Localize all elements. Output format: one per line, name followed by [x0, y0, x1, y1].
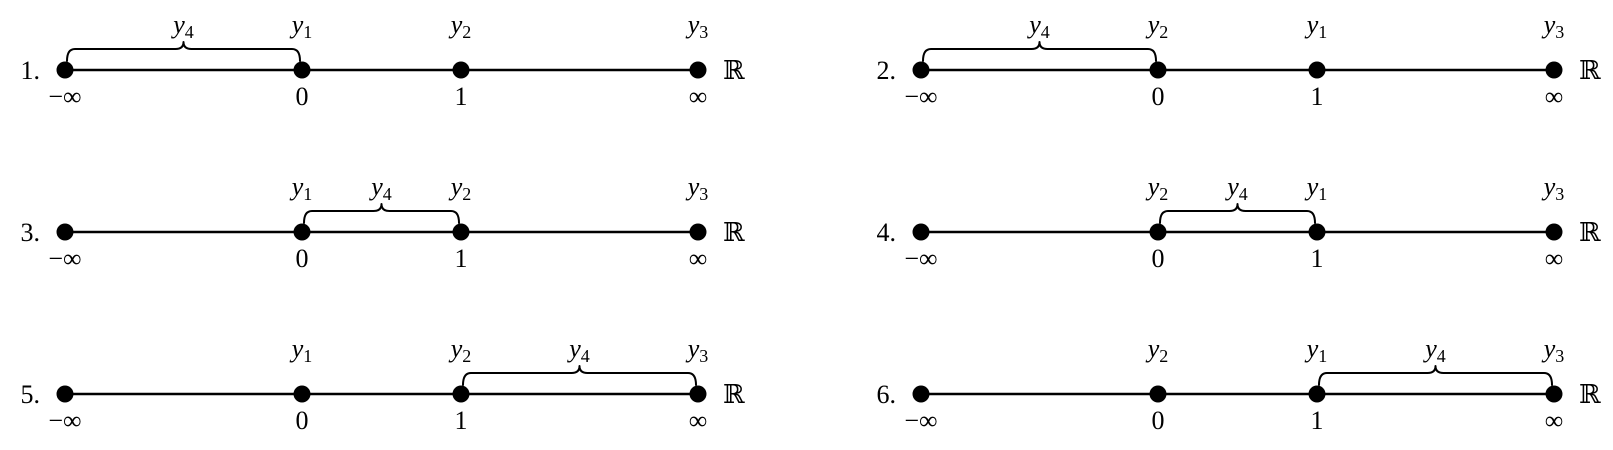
- interval-brace: [1319, 366, 1552, 385]
- point-label-pos-inf: ∞: [1544, 82, 1564, 111]
- point-label-one: 1: [1310, 244, 1324, 273]
- variable-label-y4: y4: [371, 172, 392, 204]
- variable-label-y2: y2: [1147, 172, 1169, 204]
- point-label-zero: 0: [1151, 244, 1165, 273]
- point-label-neg-inf: −∞: [904, 244, 938, 273]
- variable-label-y4: y4: [1029, 10, 1050, 42]
- variable-label-y3: y3: [1543, 10, 1565, 42]
- configuration-number: 2.: [876, 56, 896, 85]
- point-label-zero: 0: [1151, 82, 1165, 111]
- point-label-zero: 0: [295, 82, 309, 111]
- interval-brace: [923, 42, 1156, 61]
- point-label-pos-inf: ∞: [688, 82, 708, 111]
- variable-label-y1: y1: [1306, 172, 1328, 204]
- configuration-number: 1.: [20, 56, 40, 85]
- point-one: [1309, 62, 1326, 79]
- variable-label-y2: y2: [1147, 10, 1169, 42]
- point-label-pos-inf: ∞: [688, 244, 708, 273]
- point-neg-inf: [57, 386, 74, 403]
- point-label-one: 1: [454, 406, 468, 435]
- point-label-neg-inf: −∞: [48, 406, 82, 435]
- point-label-zero: 0: [295, 406, 309, 435]
- point-zero: [294, 62, 311, 79]
- variable-label-y2: y2: [450, 334, 472, 366]
- variable-label-y1: y1: [291, 172, 313, 204]
- real-numbers-symbol: ℝ: [723, 218, 745, 248]
- point-pos-inf: [1546, 386, 1563, 403]
- variable-label-y3: y3: [687, 334, 709, 366]
- variable-label-y3: y3: [1543, 334, 1565, 366]
- point-label-pos-inf: ∞: [688, 406, 708, 435]
- variable-label-y3: y3: [687, 10, 709, 42]
- point-label-neg-inf: −∞: [48, 82, 82, 111]
- real-numbers-symbol: ℝ: [723, 380, 745, 410]
- point-pos-inf: [690, 386, 707, 403]
- variable-label-y2: y2: [450, 10, 472, 42]
- variable-label-y1: y1: [1306, 334, 1328, 366]
- point-label-neg-inf: −∞: [48, 244, 82, 273]
- interval-brace: [304, 204, 459, 223]
- point-label-one: 1: [454, 82, 468, 111]
- variable-label-y2: y2: [450, 172, 472, 204]
- configuration-number: 5.: [20, 380, 40, 409]
- point-label-one: 1: [1310, 82, 1324, 111]
- configuration-5: [21, 334, 746, 435]
- variable-label-y4: y4: [173, 10, 194, 42]
- real-numbers-symbol: ℝ: [1579, 56, 1601, 86]
- configuration-number: 6.: [876, 380, 896, 409]
- point-label-one: 1: [1310, 406, 1324, 435]
- variable-label-y3: y3: [687, 172, 709, 204]
- configuration-3: [21, 172, 746, 273]
- point-pos-inf: [1546, 224, 1563, 241]
- point-label-pos-inf: ∞: [1544, 244, 1564, 273]
- point-one: [1309, 386, 1326, 403]
- configuration-number: 3.: [20, 218, 40, 247]
- variable-label-y4: y4: [1425, 334, 1446, 366]
- point-neg-inf: [57, 62, 74, 79]
- configuration-2: [877, 10, 1602, 111]
- point-one: [453, 62, 470, 79]
- point-pos-inf: [1546, 62, 1563, 79]
- point-zero: [1150, 62, 1167, 79]
- real-numbers-symbol: ℝ: [723, 56, 745, 86]
- point-neg-inf: [913, 224, 930, 241]
- variable-label-y4: y4: [569, 334, 590, 366]
- point-one: [1309, 224, 1326, 241]
- point-pos-inf: [690, 62, 707, 79]
- interval-brace: [463, 366, 696, 385]
- variable-label-y1: y1: [291, 334, 313, 366]
- point-label-pos-inf: ∞: [1544, 406, 1564, 435]
- real-numbers-symbol: ℝ: [1579, 380, 1601, 410]
- interval-brace: [1160, 204, 1315, 223]
- point-zero: [294, 224, 311, 241]
- variable-label-y1: y1: [1306, 10, 1328, 42]
- variable-label-y2: y2: [1147, 334, 1169, 366]
- point-label-neg-inf: −∞: [904, 82, 938, 111]
- variable-label-y4: y4: [1227, 172, 1248, 204]
- configuration-1: [21, 10, 746, 111]
- point-zero: [1150, 386, 1167, 403]
- interval-brace: [67, 42, 300, 61]
- real-numbers-symbol: ℝ: [1579, 218, 1601, 248]
- point-label-one: 1: [454, 244, 468, 273]
- point-neg-inf: [913, 386, 930, 403]
- point-neg-inf: [57, 224, 74, 241]
- point-one: [453, 386, 470, 403]
- variable-label-y1: y1: [291, 10, 313, 42]
- configuration-6: [877, 334, 1602, 435]
- point-zero: [294, 386, 311, 403]
- point-label-zero: 0: [295, 244, 309, 273]
- point-label-zero: 0: [1151, 406, 1165, 435]
- point-neg-inf: [913, 62, 930, 79]
- point-one: [453, 224, 470, 241]
- point-label-neg-inf: −∞: [904, 406, 938, 435]
- point-pos-inf: [690, 224, 707, 241]
- configuration-number: 4.: [876, 218, 896, 247]
- point-zero: [1150, 224, 1167, 241]
- configuration-4: [877, 172, 1602, 273]
- variable-label-y3: y3: [1543, 172, 1565, 204]
